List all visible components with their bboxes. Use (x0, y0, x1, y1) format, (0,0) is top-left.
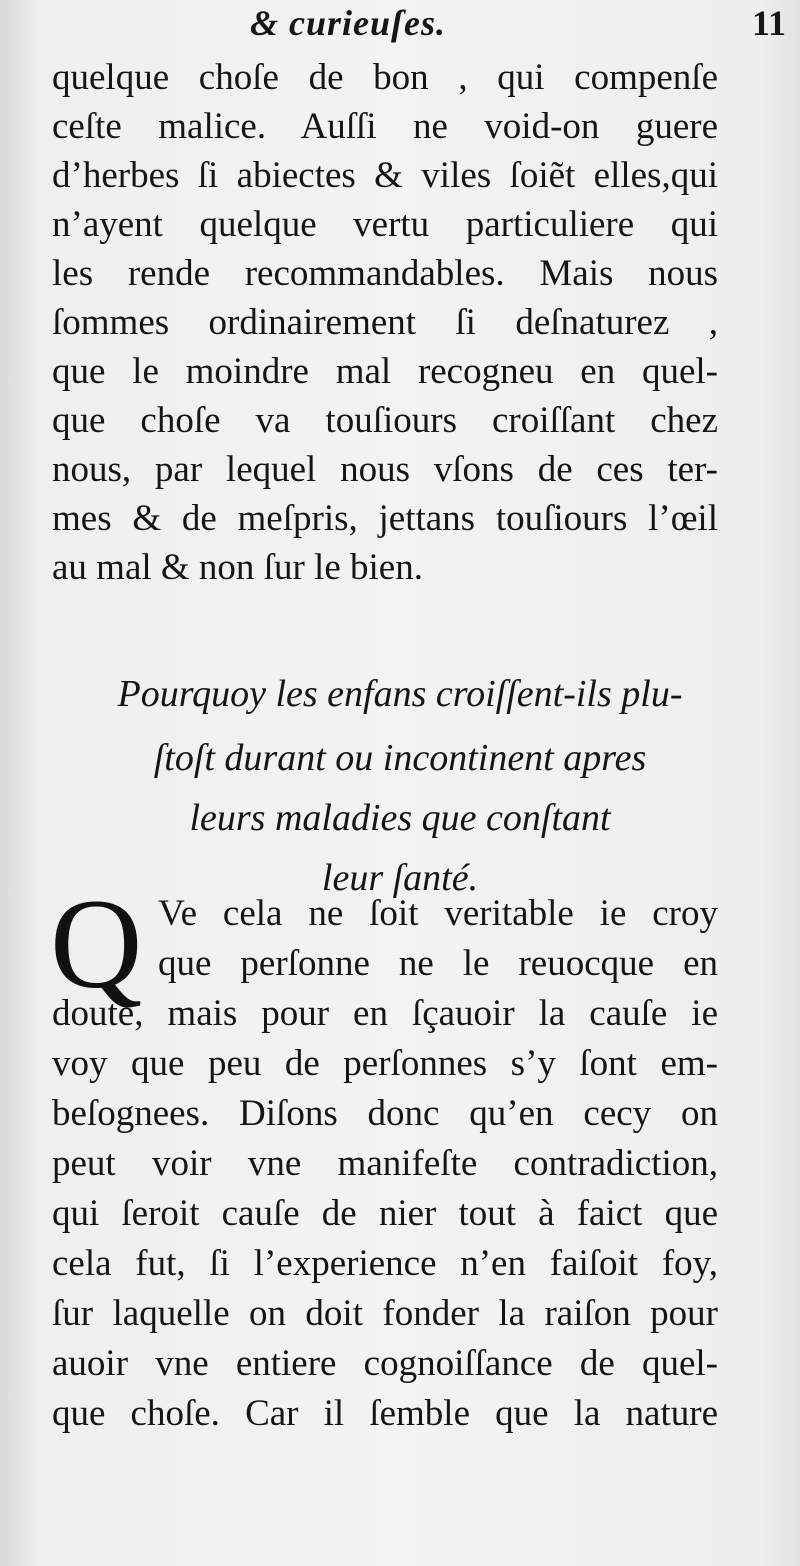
text-line: n’ayent quelque vertu particuliere qui (52, 204, 718, 245)
text-line: Ve cela ne ſoit veritable ie croy (158, 893, 718, 934)
heading-line: ſtoſt durant ou incontinent apres (153, 737, 647, 779)
text-line: au mal & non ſur le bien. (52, 547, 423, 588)
text-line: beſognees. Diſons donc qu’en cecy on (52, 1093, 718, 1134)
text-line: d’herbes ſi abiectes & viles ſoiẽt elles,qui (52, 155, 718, 196)
text-line: ſur laquelle on doit fonder la raiſon pour (52, 1293, 718, 1334)
text-line: que choſe. Car il ſemble que la nature (52, 1393, 718, 1434)
text-line: que perſonne ne le reuocque en (158, 943, 718, 984)
text-line: quelque choſe de bon , qui compenſe (52, 57, 718, 98)
heading-line: leur ſanté. (321, 857, 479, 899)
text-line: qui ſeroit cauſe de nier tout à faict que (52, 1193, 718, 1234)
page-header (0, 0, 800, 50)
text-line: ſommes ordinairement ſi deſnaturez , (52, 302, 718, 343)
running-title: & curieuſes. (250, 3, 446, 43)
text-line: cela fut, ſi l’experience n’en faiſoit foy, (52, 1243, 718, 1284)
page-number: 11 (752, 3, 787, 43)
text-line: mes & de meſpris, jettans touſiours l’œil (52, 498, 718, 539)
heading-line: Pourquoy les enfans croiſſent-ils plu- (117, 673, 683, 715)
text-line: nous, par lequel nous vſons de ces ter- (52, 449, 718, 490)
text-line: ceſte malice. Auſſi ne void-on guere (52, 106, 718, 147)
text-line: les rende recommandables. Mais nous (52, 253, 718, 294)
text-line: que le moindre mal recogneu en quel- (52, 351, 718, 392)
text-line: auoir vne entiere cognoiſſance de quel- (52, 1343, 718, 1384)
text-line: que choſe va touſiours croiſſant chez (52, 400, 718, 441)
heading-line: leurs maladies que conſtant (189, 797, 611, 839)
text-line: peut voir vne manifeſte contradiction, (52, 1143, 718, 1184)
text-line: voy que peu de perſonnes s’y ſont em- (52, 1043, 718, 1084)
drop-capital: Q (50, 873, 143, 1015)
text-line: doute, mais pour en ſçauoir la cauſe ie (52, 993, 718, 1034)
